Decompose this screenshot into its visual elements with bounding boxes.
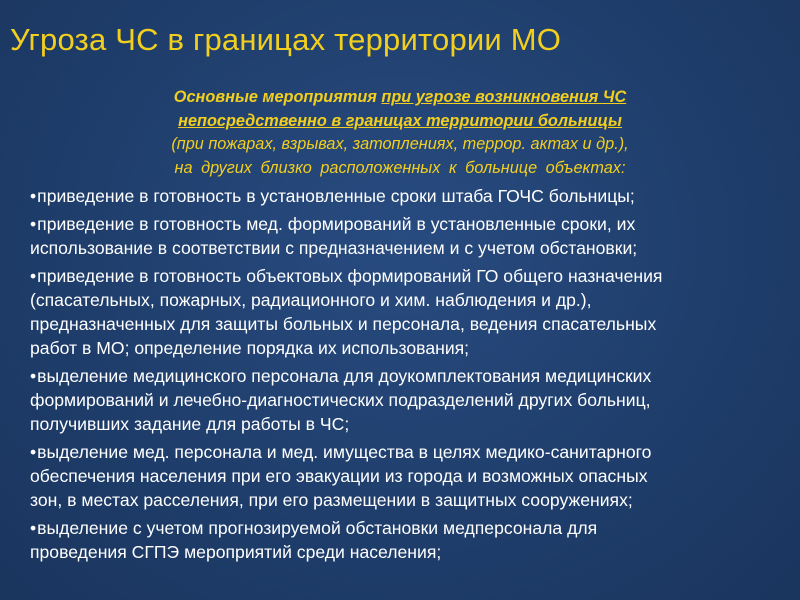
bullet-line	[30, 464, 792, 488]
bullet-text: получивших задание для работы в ЧС;	[30, 414, 350, 434]
bullet-line	[30, 488, 792, 512]
slide-title: Угроза ЧС в границах территории МО	[10, 22, 562, 57]
bullet-text: приведение в готовность в установленные сроки штаба ГОЧС больницы;	[37, 186, 635, 206]
bullet-line	[30, 236, 792, 260]
bullet-line	[30, 388, 792, 412]
subtitle-line-4: на других близко расположенных к больнице объектах:	[174, 158, 626, 177]
bullet-line	[30, 516, 792, 540]
bullet-line	[30, 364, 792, 388]
bullet-text: использование в соответствии с предназначением и с учетом обстановки;	[30, 238, 638, 258]
bullet-text: предназначенных для защиты больных и персонала, ведения спасательных	[30, 314, 657, 334]
subtitle-line-1	[60, 86, 740, 110]
bullet-item	[30, 264, 792, 360]
bullet-text: приведение в готовность объектовых формирований ГО общего назначения	[37, 266, 663, 286]
bullet-item	[30, 364, 792, 436]
bullet-line	[30, 540, 792, 564]
bullet-dot: •	[30, 266, 37, 286]
slide-subtitle	[60, 86, 740, 180]
bullet-text: приведение в готовность мед. формирований в установленные сроки, их	[37, 214, 636, 234]
bullet-line	[30, 412, 792, 436]
bullet-line	[30, 312, 792, 336]
bullet-item	[30, 212, 792, 260]
bullet-dot: •	[30, 518, 37, 538]
bullet-text: выделение мед. персонала и мед. имущества в целях медико-санитарного	[37, 442, 652, 462]
subtitle-line-1-plain: Основные мероприятия	[173, 88, 382, 106]
bullet-line	[30, 288, 792, 312]
bullet-dot: •	[30, 366, 37, 386]
bullet-text: проведения СГПЭ мероприятий среди населения;	[30, 542, 442, 562]
bullet-line	[30, 184, 792, 208]
bullet-text: обеспечения населения при его эвакуации из города и возможных опасных	[30, 466, 648, 486]
bullet-dot: •	[30, 214, 37, 234]
bullet-text: выделение медицинского персонала для доукомплектования медицинских	[37, 366, 652, 386]
bullet-text: зон, в местах расселения, при его размещении в защитных сооружениях;	[30, 490, 633, 510]
bullet-line	[30, 212, 792, 236]
bullet-line	[30, 336, 792, 360]
bullet-text: выделение с учетом прогнозируемой обстановки медперсонала для	[37, 518, 598, 538]
bullet-text: формирований и лечебно-диагностических подразделений других больниц,	[30, 390, 651, 410]
bullet-line	[30, 440, 792, 464]
bullet-text: (спасательных, пожарных, радиационного и хим. наблюдения и др.),	[30, 290, 592, 310]
bullet-dot: •	[30, 186, 37, 206]
subtitle-line-1-underlined: при угрозе возникновения ЧС	[381, 88, 627, 106]
bullet-line	[30, 264, 792, 288]
bullet-dot: •	[30, 442, 37, 462]
bullet-list	[30, 184, 792, 568]
bullet-item	[30, 184, 792, 208]
bullet-item	[30, 440, 792, 512]
bullet-item	[30, 516, 792, 564]
subtitle-line-2: непосредственно в границах территории больницы	[178, 111, 622, 130]
bullet-text: работ в МО; определение порядка их использования;	[30, 338, 470, 358]
subtitle-line-3: (при пожарах, взрывах, затоплениях, террор. актах и др.),	[171, 135, 629, 153]
